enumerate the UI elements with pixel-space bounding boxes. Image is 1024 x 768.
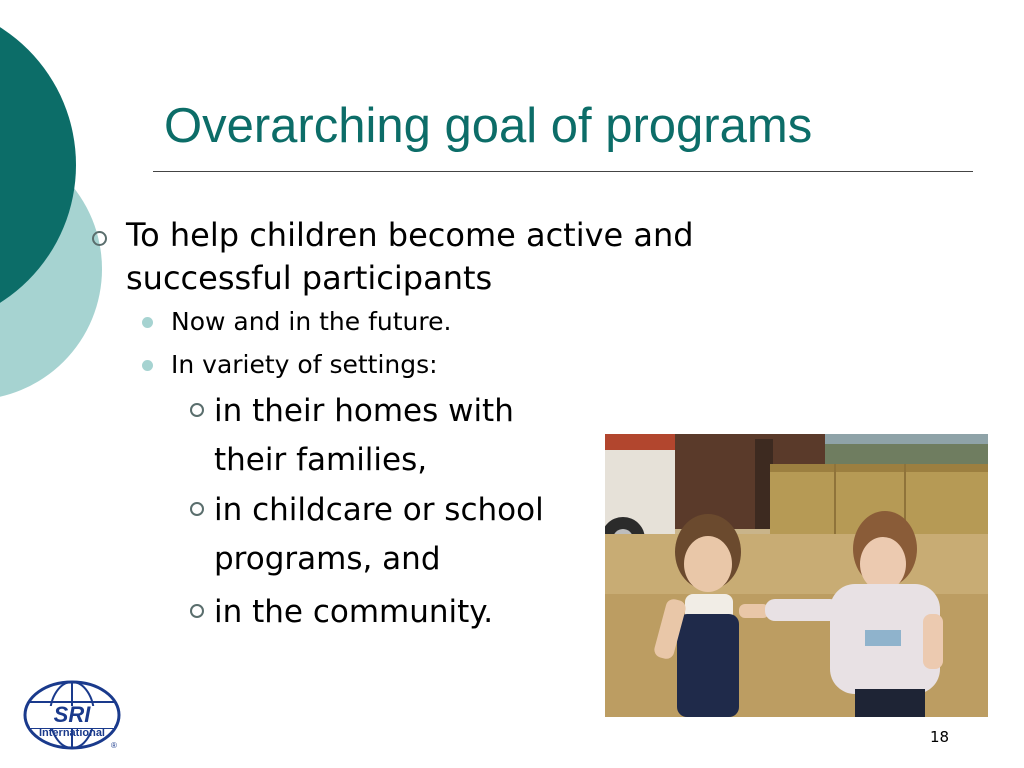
- slide-title: Overarching goal of programs: [164, 99, 813, 153]
- hollow-circle-bullet-icon: [190, 403, 204, 417]
- sub-bullet-text: Now and in the future.: [171, 307, 452, 336]
- sri-international-logo: [22, 680, 126, 752]
- hollow-circle-bullet-icon: [190, 604, 204, 618]
- page-number: 18: [930, 728, 950, 746]
- hollow-circle-bullet-icon: [190, 502, 204, 516]
- setting-bullet-text: in the community.: [214, 594, 494, 630]
- setting-bullet-text: in their homes with their families,: [214, 393, 514, 478]
- svg-text:®: ®: [111, 741, 117, 750]
- sub-bullet-text: In variety of settings:: [171, 350, 438, 379]
- main-bullet-text: To help children become active and successful participants: [126, 216, 694, 297]
- filled-dot-bullet-icon: [142, 360, 153, 371]
- filled-dot-bullet-icon: [142, 317, 153, 328]
- title-divider: [153, 171, 973, 172]
- svg-text:SRI: SRI: [53, 702, 91, 727]
- svg-text:International: International: [38, 727, 106, 739]
- children-photo: [605, 434, 988, 717]
- setting-bullet-text: in childcare or school programs, and: [214, 492, 544, 577]
- hollow-circle-bullet-icon: [92, 231, 107, 246]
